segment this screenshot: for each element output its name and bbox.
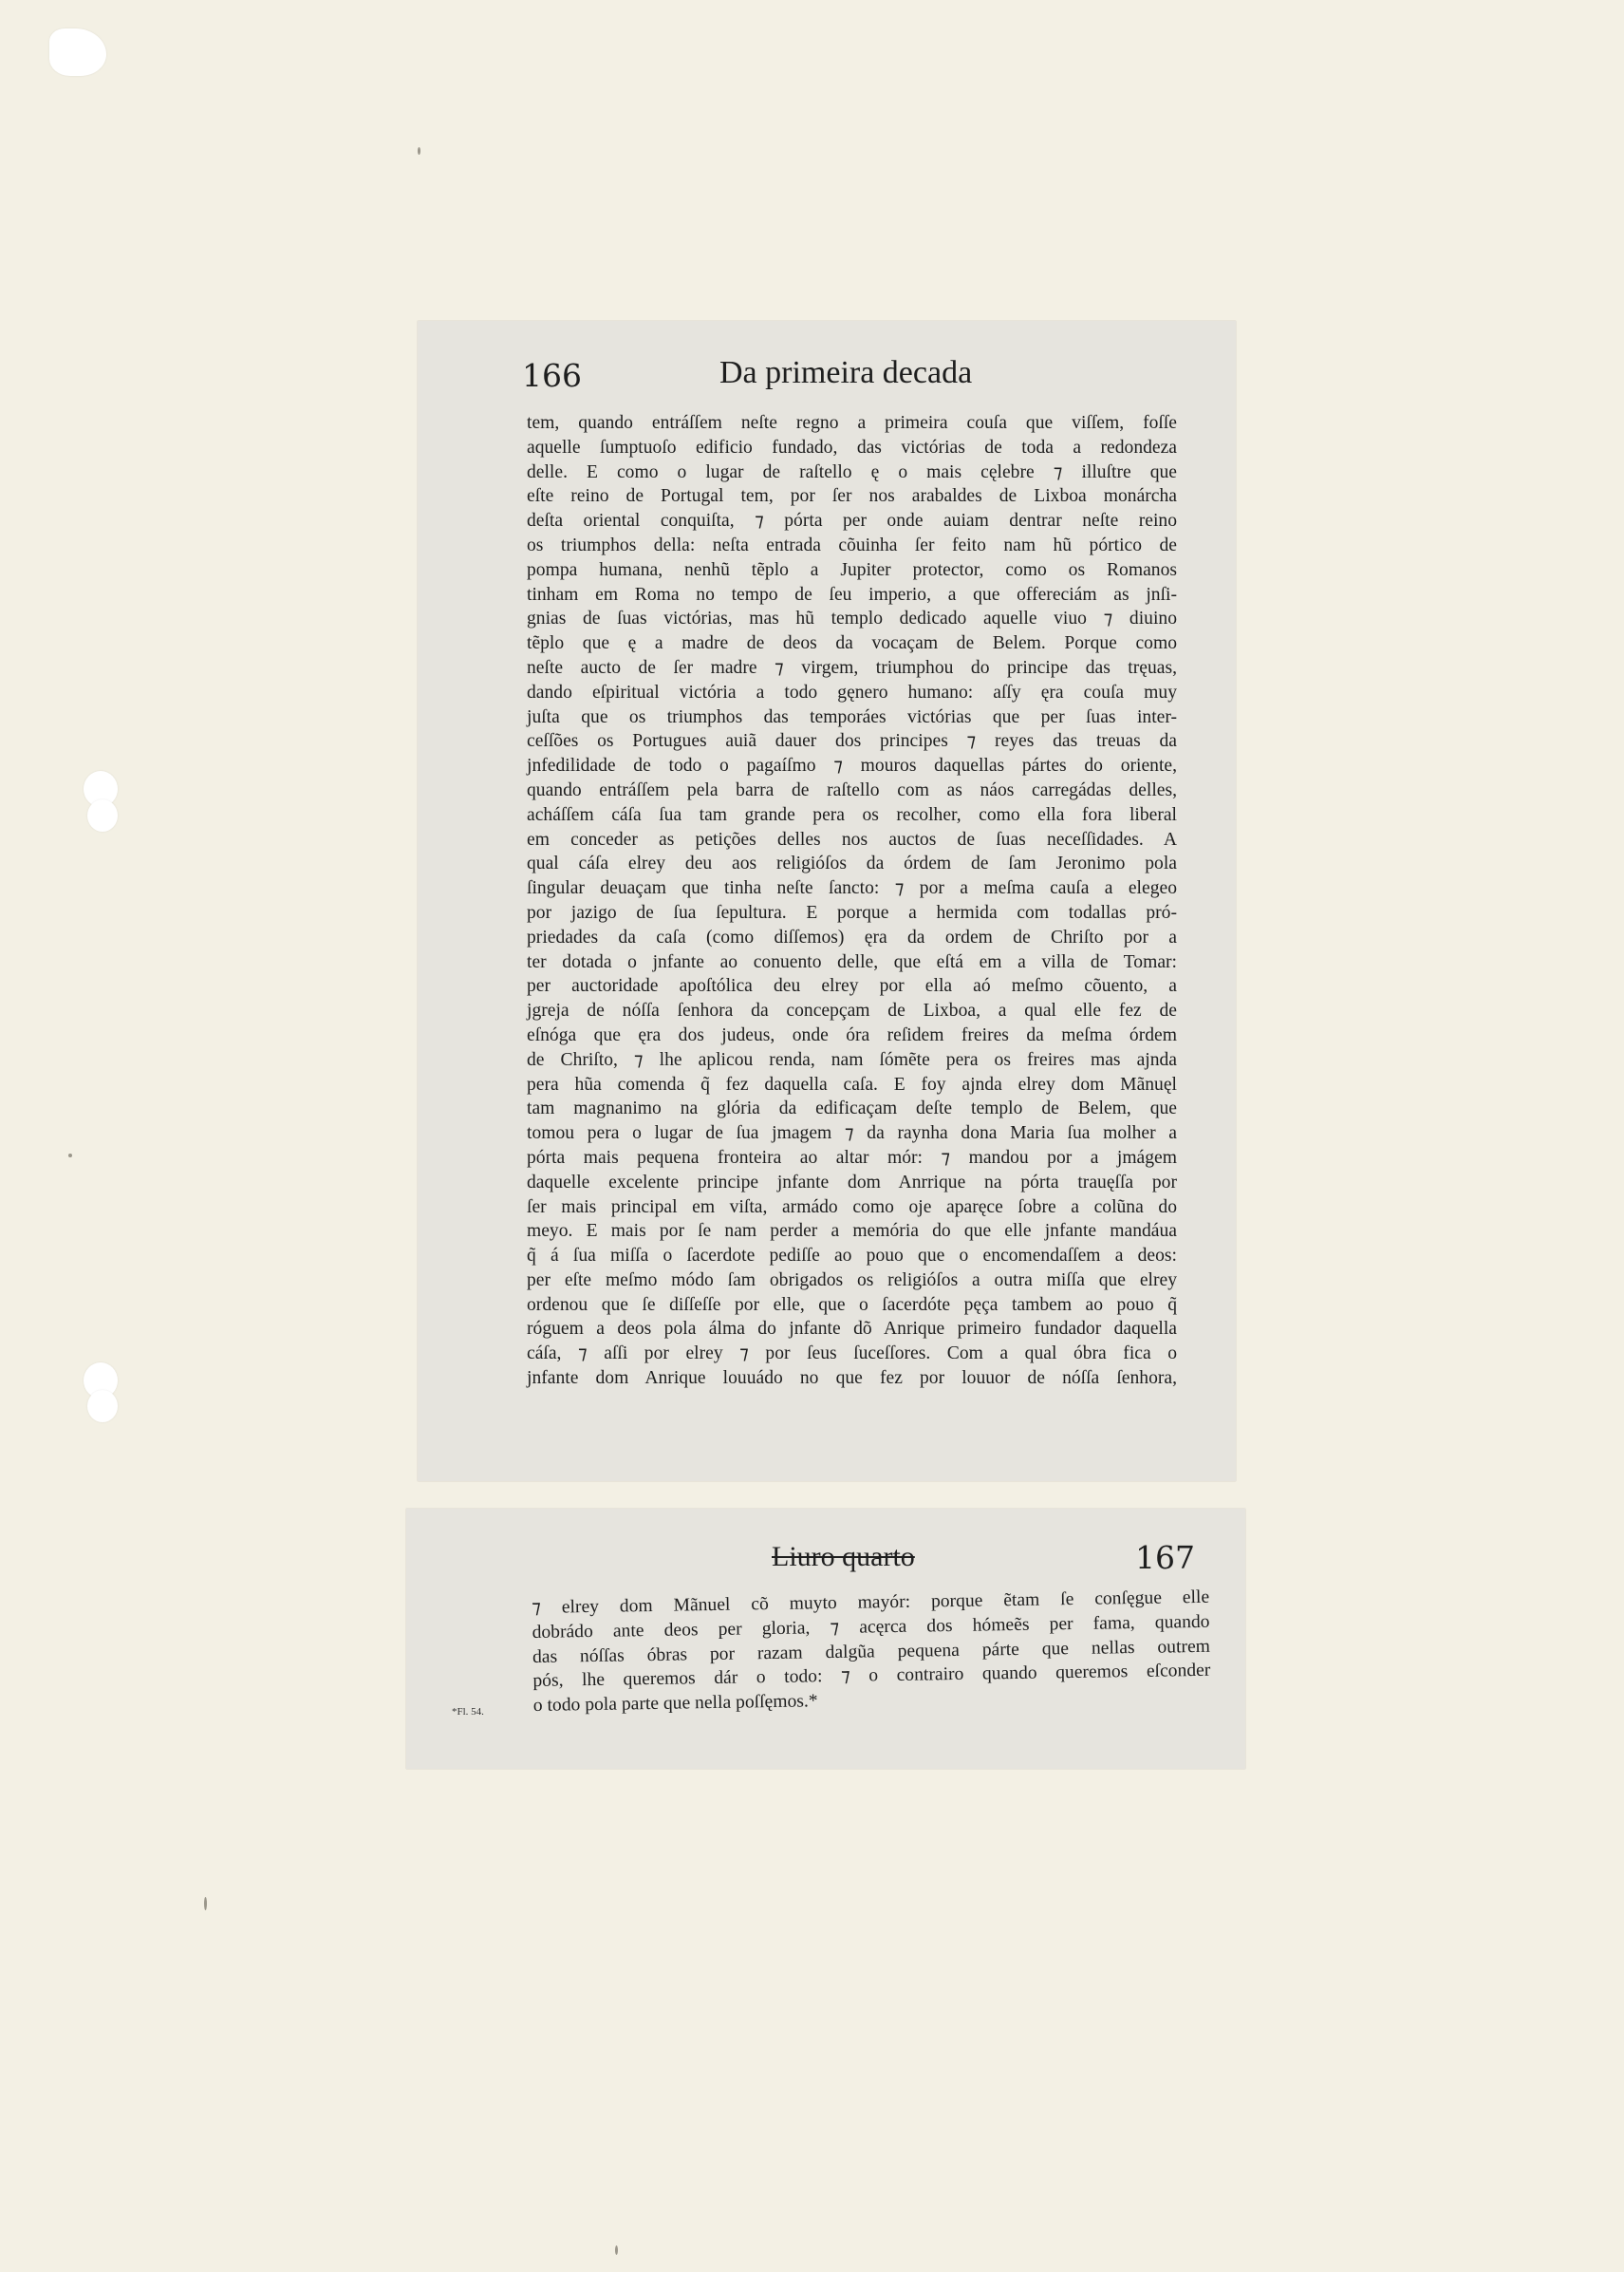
- paper-speck: [615, 2245, 618, 2255]
- text-line: neſte aucto de ſer madre ⁊ virgem, triumphou do principe das tręuas,: [527, 657, 1177, 678]
- text-line: deſta oriental conquiſta, ⁊ pórta per onde auiam dentrar neſte reino: [527, 511, 1177, 532]
- binding-hole-4: [87, 1390, 118, 1422]
- text-line: tem, quando entráſſem neſte regno a primeira couſa que viſſem, foſſe: [527, 413, 1177, 433]
- text-line: ⁊ elrey dom Mãnuel cõ muyto mayór: porque ẽtam ſe conſęgue elle: [532, 1587, 1210, 1618]
- running-head: [418, 353, 1236, 401]
- text-line: eſnóga que ęra dos judeus, onde óra reſidem freires da meſma órdem: [527, 1024, 1177, 1045]
- running-head: [406, 1539, 1245, 1587]
- body-text: [532, 1586, 1211, 1718]
- binding-hole-2: [87, 799, 118, 832]
- torn-corner: [49, 28, 106, 76]
- text-line: per eſte meſmo módo ſam obrigados os religióſos a outra miſſa que elrey: [527, 1269, 1177, 1290]
- text-line: ter dotada o jnfante ao conuento delle, que eſtá em a villa de Tomar:: [527, 951, 1177, 972]
- header-title: Liuro quarto: [772, 1541, 915, 1572]
- text-line: per auctoridade apoſtólica deu elrey por ella aó meſmo cõuento, a: [527, 976, 1177, 997]
- text-line: jgreja de nóſſa ſenhora da concepçam de Lixboa, a qual elle fez de: [527, 1001, 1177, 1022]
- text-line: meyo. E mais por ſe nam perder a memória do que elle jnfante mandáua: [527, 1221, 1177, 1242]
- text-line: de Chriſto, ⁊ lhe aplicou renda, nam ſómẽte pera os freires mas ajnda: [527, 1049, 1177, 1070]
- text-line: priedades da caſa (como diſſemos) ęra da ordem de Chriſto por a: [527, 927, 1177, 948]
- text-line: ſer mais principal em viſta, armádo como oje aparęce ſobre a colũna do: [527, 1196, 1177, 1217]
- text-line: tẽplo que ę a madre de deos da vocaçam de Belem. Porque como: [527, 633, 1177, 654]
- text-line: tam magnanimo na glória da edificaçam deſte templo de Belem, que: [527, 1098, 1177, 1119]
- paper-speck: [68, 1154, 72, 1157]
- page-166-clipping: [418, 321, 1236, 1481]
- text-line: em conceder as petições delles nos auctos de ſuas neceſſidades. A: [527, 829, 1177, 850]
- body-text: [527, 411, 1177, 1391]
- text-line: o todo pola parte que nella poſſęmos.*: [532, 1691, 818, 1717]
- text-line: delle. E como o lugar de raſtello ę o mais cęlebre ⁊ illuſtre que: [527, 461, 1177, 482]
- text-line: pompa humana, nenhũ tẽplo a Jupiter protector, como os Romanos: [527, 559, 1177, 580]
- folio-margin-note: *Fl. 54.: [452, 1706, 484, 1718]
- text-line: daquelle excelente principe jnfante dom Anrrique na pórta trauęſſa por: [527, 1172, 1177, 1192]
- text-line: dando eſpiritual victória a todo gęnero humano: aſſy ęra couſa muy: [527, 682, 1177, 703]
- header-title: Da primeira decada: [719, 355, 973, 390]
- page-number: 167: [1135, 1539, 1195, 1576]
- text-line: juſta que os triumphos das temporáes victórias que per ſuas inter-: [527, 706, 1177, 727]
- text-line: jnfedilidade de todo o pagaíſmo ⁊ mouros daquellas pártes do oriente,: [527, 756, 1177, 777]
- text-line: pera hũa comenda q̃ fez daquella caſa. E foy ajnda elrey dom Mãnuęl: [527, 1074, 1177, 1095]
- text-line: acháſſem cáſa ſua tam grande pera os recolher, como ella fora liberal: [527, 804, 1177, 825]
- text-line: q̃ á ſua miſſa o ſacerdote pediſſe ao pouo que o encomendaſſem a deos:: [527, 1246, 1177, 1267]
- text-line: pórta mais pequena fronteira ao altar mór: ⁊ mandou por a jmágem: [527, 1147, 1177, 1168]
- text-line: pós, lhe queremos dár o todo: ⁊ o contrairo quando queremos eſconder: [532, 1661, 1211, 1692]
- text-line: quando entráſſem pela barra de raſtello com as náos carregádas delles,: [527, 779, 1177, 800]
- paper-speck: [418, 147, 420, 155]
- text-line: dobrádo ante deos per gloria, ⁊ acęrca dos hómeẽs per fama, quando: [532, 1611, 1210, 1643]
- paper-speck: [204, 1897, 207, 1910]
- page-number: 166: [522, 357, 582, 394]
- text-line: tinham em Roma no tempo de ſeu imperio, a que offereciám as jnſi-: [527, 584, 1177, 605]
- text-line: ſingular deuaçam que tinha neſte ſancto: ⁊ por a meſma cauſa a elegeo: [527, 878, 1177, 899]
- text-line: ordenou que ſe diſſeſſe por elle, que o ſacerdóte pęça tambem ao pouo q̃: [527, 1294, 1177, 1315]
- text-line: das nóſſas óbras por razam dalgũa pequena párte que nellas outrem: [532, 1636, 1211, 1667]
- page-167-clipping: [406, 1509, 1245, 1769]
- text-line: aquelle ſumptuoſo edificio fundado, das victórias de toda a redondeza: [527, 437, 1177, 458]
- text-line: jnfante dom Anrique louuádo no que fez por louuor de nóſſa ſenhora,: [527, 1368, 1177, 1389]
- text-line: gnias de ſuas victórias, mas hũ templo dedicado aquelle viuo ⁊ diuino: [527, 609, 1177, 629]
- text-line: eſte reino de Portugal tem, por ſer nos arabaldes de Lixboa monárcha: [527, 486, 1177, 507]
- text-line: ceſſões os Portugues auiã dauer dos principes ⁊ reyes das treuas da: [527, 731, 1177, 752]
- text-line: os triumphos della: neſta entrada cõuinha ſer feito nam hũ pórtico de: [527, 535, 1177, 555]
- text-line: tomou pera o lugar de ſua jmagem ⁊ da raynha dona Maria ſua molher a: [527, 1123, 1177, 1144]
- text-line: cáſa, ⁊ aſſi por elrey ⁊ por ſeus ſuceſſores. Com a qual óbra fica o: [527, 1343, 1177, 1364]
- text-line: por jazigo de ſua ſepultura. E porque a hermida com todallas pró-: [527, 902, 1177, 923]
- text-line: qual cáſa elrey deu aos religióſos da órdem de ſam Jeronimo pola: [527, 854, 1177, 874]
- text-line: róguem a deos pola álma do jnfante dõ Anrique primeiro fundador daquella: [527, 1319, 1177, 1340]
